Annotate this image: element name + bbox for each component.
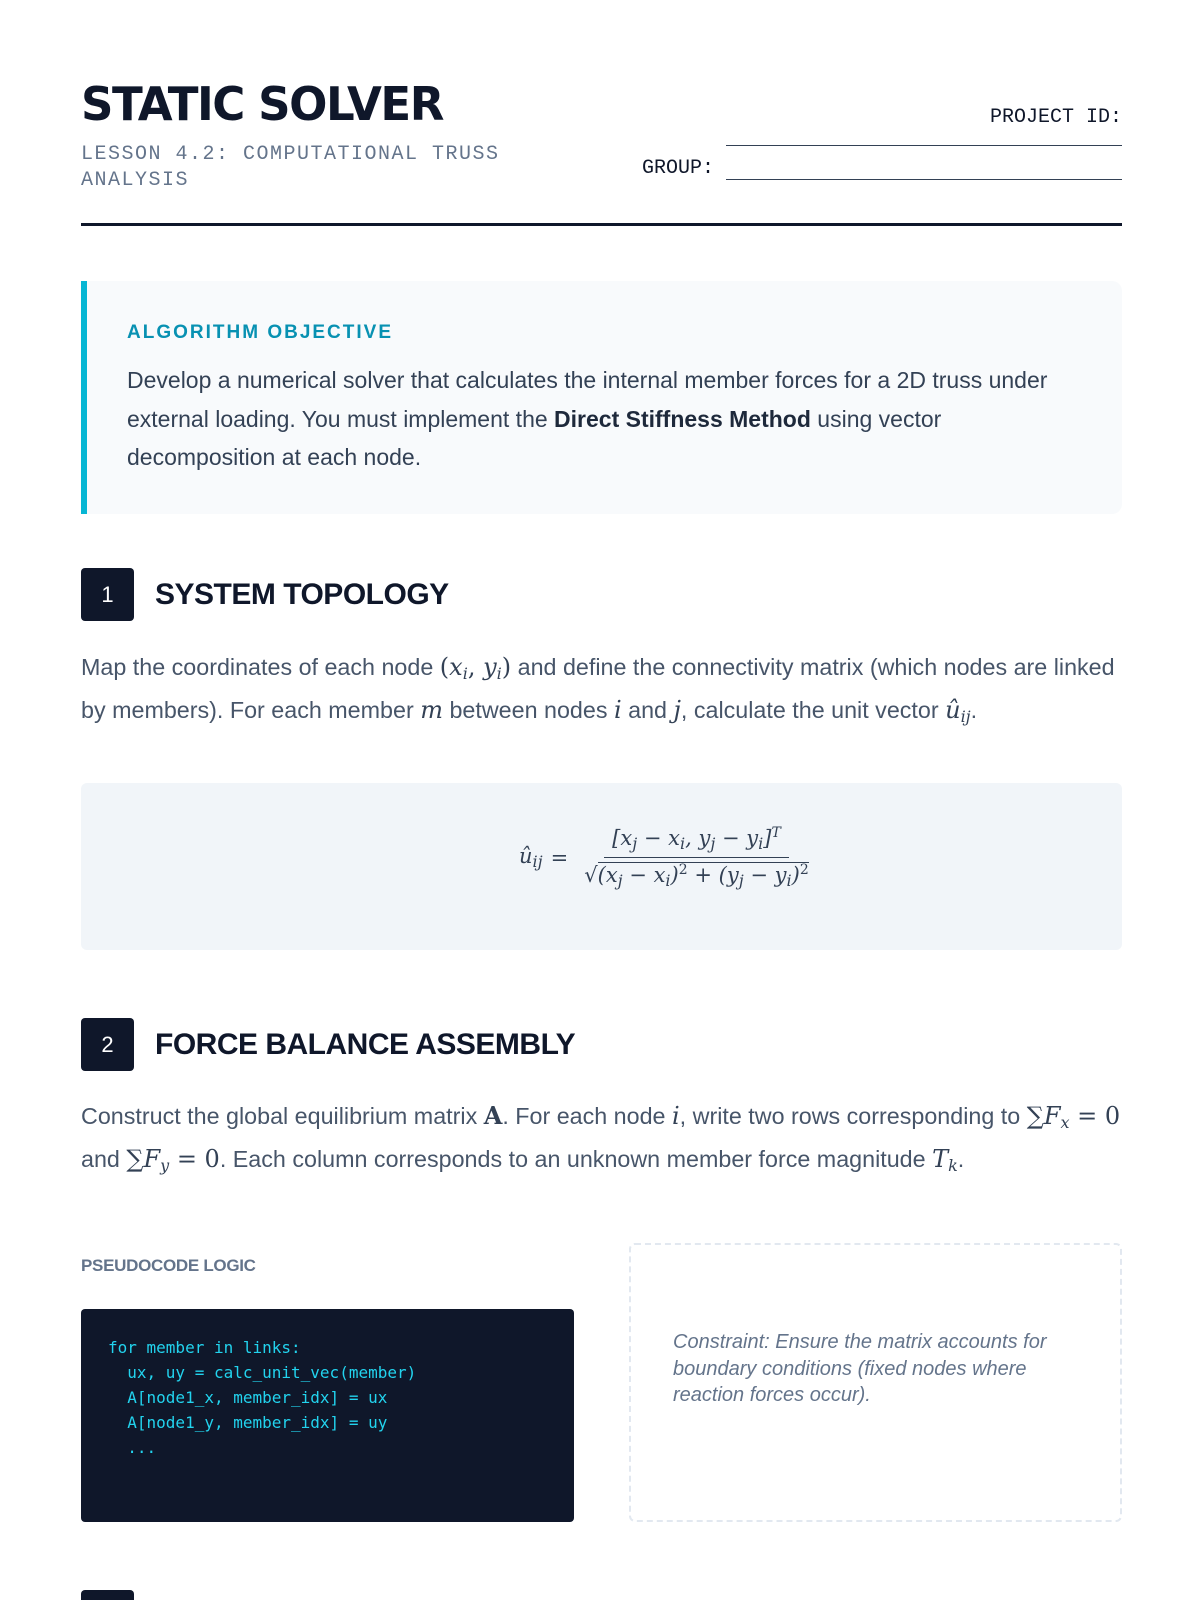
section-3-badge	[81, 1590, 134, 1600]
section-2-heading	[81, 1018, 575, 1071]
section-1-text	[81, 649, 1122, 735]
section-number-badge: 2	[81, 1018, 134, 1071]
text-part: and	[81, 1146, 127, 1172]
text-part: , calculate the unit vector	[680, 697, 946, 723]
math-sum-fx: $\sum F_x = 0$	[1026, 1102, 1121, 1132]
objective-bold: Direct Stiffness Method	[554, 405, 811, 432]
unit-vector-formula: $û_{ij}$ = $\frac{[x_j - x_i, y_j - y_i]^T}{√(x_j - x_i)^2 + (y_j - y_i)^2}$	[519, 825, 809, 890]
page-title: STATIC SOLVER	[81, 77, 444, 131]
section-2-text	[81, 1098, 1122, 1184]
math-j: j	[673, 696, 681, 724]
group-field[interactable]	[726, 160, 1122, 180]
project-id-field[interactable]	[726, 144, 1122, 146]
math-matrix-a: A	[483, 1101, 503, 1130]
text-part: . For each node	[502, 1103, 672, 1129]
formula-box	[81, 783, 1122, 950]
section-number-badge: 1	[81, 568, 134, 621]
text-part: Construct the global equilibrium matrix	[81, 1103, 484, 1129]
text-part: .	[970, 697, 978, 723]
project-id-label: PROJECT ID:	[989, 106, 1122, 129]
objective-text	[127, 361, 1082, 477]
code-block	[81, 1309, 574, 1522]
objective-text-part: Develop a numerical solver that calculates the internal member forces for a 2D truss under external loading. You must implement the	[127, 367, 1048, 432]
text-part: .	[957, 1146, 965, 1172]
math-i: i	[671, 1102, 680, 1130]
header	[81, 78, 1122, 226]
constraint-box	[629, 1243, 1122, 1522]
objective-callout	[81, 281, 1122, 514]
pseudocode-label: PSEUDOCODE LOGIC	[81, 1256, 256, 1275]
text-part: between nodes	[442, 697, 614, 723]
text-part: . Each column corresponds to an unknown member force magnitude	[219, 1146, 933, 1172]
text-part: , write two rows corresponding to	[679, 1103, 1027, 1129]
math-m: m	[420, 696, 443, 724]
math-node-coords: ($x_i$, $y_i$)	[439, 653, 512, 683]
section-title: SYSTEM TOPOLOGY	[155, 577, 449, 611]
meta-fields	[642, 106, 1122, 180]
section-1-heading	[81, 568, 449, 621]
objective-text-part: using vector decomposition at each node.	[127, 405, 942, 470]
text-part: and define the connectivity matrix (which nodes are linked by members). For each member	[81, 654, 1115, 723]
text-part: Map the coordinates of each node	[81, 654, 440, 680]
code-text: for member in links: ux, uy = calc_unit_vec(member) A[node1_x, member_idx] = ux A[node1_y, member_idx] = uy ...	[108, 1338, 417, 1457]
lesson-subtitle: LESSON 4.2: COMPUTATIONAL TRUSS ANALYSIS	[81, 143, 500, 192]
math-sum-fy: $\sum F_y = 0$	[126, 1145, 220, 1175]
group-label: GROUP:	[642, 157, 715, 180]
constraint-text: Constraint: Ensure the matrix accounts for boundary conditions (fixed nodes where reaction forces occur).	[673, 1331, 1047, 1406]
text-part: and	[621, 697, 674, 723]
objective-label: ALGORITHM OBJECTIVE	[127, 322, 394, 343]
section-title: FORCE BALANCE ASSEMBLY	[155, 1027, 576, 1061]
math-i: i	[613, 696, 622, 724]
math-unit-vector: $û_{ij}$	[945, 696, 971, 726]
math-tk: $T_k$	[932, 1145, 958, 1175]
